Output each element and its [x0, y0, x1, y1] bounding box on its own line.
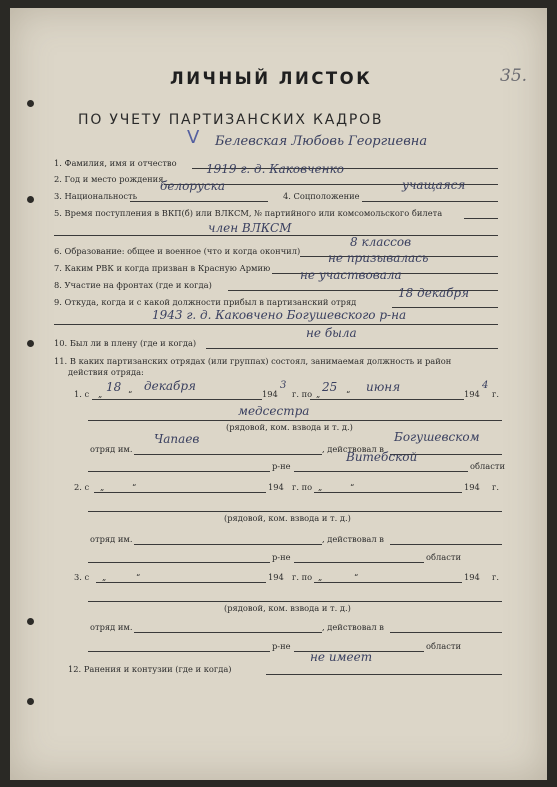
entry-3-num: 3. с — [74, 572, 90, 582]
entry-2-position-note: (рядовой, ком. взвода и т. д.) — [224, 513, 351, 523]
entry-2-to-year-prefix: 194 — [464, 482, 480, 492]
entry-2-to-line — [314, 492, 462, 493]
field-9-line-b — [54, 324, 498, 325]
field-5-line-a — [464, 218, 498, 219]
binder-hole-icon — [27, 340, 34, 347]
field-4-label: 4. Соцположение — [283, 191, 360, 201]
form-title: ЛИЧНЫЙ ЛИСТОК — [170, 69, 373, 88]
entry-1-to-day: 25 — [322, 380, 338, 394]
entry-1-from-year-prefix: 194 — [262, 389, 278, 399]
entry-1-otryad-label: отряд им. — [90, 444, 133, 454]
entry-2-g-end: г. — [492, 482, 499, 492]
entry-1-from-month: декабря — [144, 379, 196, 393]
field-12-line — [266, 674, 502, 675]
entry-3-rne-line — [88, 651, 270, 652]
entry-1-to-q-open: „ — [316, 389, 321, 399]
binder-hole-icon — [27, 196, 34, 203]
entry-2-from-line — [94, 492, 266, 493]
entry-1-to-line — [310, 399, 464, 400]
field-7-value: не призывалась — [328, 251, 429, 265]
field-1-label: 1. Фамилия, имя и отчество — [54, 158, 177, 168]
entry-3-position-line — [88, 601, 502, 602]
entry-3-otryad-label: отряд им. — [90, 622, 133, 632]
entry-3-otryad-line — [134, 632, 322, 633]
entry-1-q-open: „ — [98, 389, 103, 399]
entry-2-from-year-prefix: 194 — [268, 482, 284, 492]
entry-1-rne-label: р-не — [272, 461, 291, 471]
entry-3-oblast-label: области — [426, 641, 461, 651]
entry-1-to-year-prefix: 194 — [464, 389, 480, 399]
field-1-value: Белевская Любовь Георгиевна — [215, 134, 428, 149]
entry-2-num: 2. с — [74, 482, 90, 492]
entry-2-g-po: г. по — [292, 482, 313, 492]
entry-1-otryad-line — [134, 454, 322, 455]
entry-3-g-end: г. — [492, 572, 499, 582]
entry-1-to-month: июня — [366, 380, 401, 394]
entry-3-deistv-label: , действовал в — [322, 622, 384, 632]
entry-3-position-note: (рядовой, ком. взвода и т. д.) — [224, 603, 351, 613]
field-7-label: 7. Каким РВК и когда призван в Красную Армию — [54, 263, 271, 273]
entry-1-from-line — [92, 399, 262, 400]
entry-1-q-close: “ — [128, 389, 133, 399]
entry-2-q-open: „ — [100, 482, 105, 492]
field-11-label-1: 11. В каких партизанских отрядах (или группах) состоял, занимаемая должность и район — [54, 356, 452, 366]
binder-hole-icon — [27, 100, 34, 107]
entry-2-position-line — [88, 511, 502, 512]
entry-3-to-line — [314, 582, 462, 583]
entry-3-g-po: г. по — [292, 572, 313, 582]
field-5-value: член ВЛКСМ — [208, 221, 292, 235]
field-2-value: 1919 г. д. Каковченко — [206, 162, 344, 176]
entry-1-position-line — [88, 420, 502, 421]
entry-3-rne-label: р-не — [272, 641, 291, 651]
entry-1-g-end: г. — [492, 389, 499, 399]
field-3-label: 3. Национальность — [54, 191, 138, 201]
entry-2-to-q-close: “ — [350, 482, 355, 492]
field-2-label: 2. Год и место рождения — [54, 174, 164, 184]
entry-2-area-line — [390, 544, 502, 545]
field-6-label: 6. Образование: общее и военное (что и когда окончил) — [54, 246, 301, 256]
entry-3-to-q-close: “ — [354, 572, 359, 582]
binder-hole-icon — [27, 618, 34, 625]
document-sheet — [10, 8, 547, 780]
field-4-line — [362, 201, 498, 202]
field-10-label: 10. Был ли в плену (где и когда) — [54, 338, 197, 348]
entry-1-to-year-suffix: 4 — [482, 380, 489, 391]
entry-2-q-close: “ — [132, 482, 137, 492]
entry-1-rne-line — [88, 471, 270, 472]
entry-1-from-day: 18 — [106, 380, 122, 394]
field-11-label-2: действия отряда: — [68, 367, 144, 377]
field-9-value-1: 18 декабря — [398, 286, 470, 300]
entry-2-deistv-label: , действовал в — [322, 534, 384, 544]
entry-2-rne-line — [88, 562, 270, 563]
entry-2-to-q-open: „ — [318, 482, 323, 492]
entry-1-area: Богушевском — [394, 430, 480, 444]
field-10-line — [206, 348, 498, 349]
entry-1-position: медсестра — [238, 404, 310, 418]
field-3-value: белоруска — [160, 179, 225, 193]
entry-1-otryad: Чапаев — [154, 432, 200, 446]
entry-3-from-line — [96, 582, 266, 583]
field-4-value: учащаяся — [402, 178, 466, 192]
entry-2-rne-label: р-не — [272, 552, 291, 562]
field-12-label: 12. Ранения и контузии (где и когда) — [68, 664, 232, 674]
entry-1-to-q-close: “ — [346, 389, 351, 399]
field-5-label: 5. Время поступления в ВКП(б) или ВЛКСМ, № партийного или комсомольского билета — [54, 208, 443, 218]
entry-3-area-line — [390, 632, 502, 633]
entry-1-oblast-label: области — [470, 461, 505, 471]
entry-3-to-q-open: „ — [318, 572, 323, 582]
entry-1-num: 1. с — [74, 389, 90, 399]
binder-hole-icon — [27, 698, 34, 705]
field-9-value-2: 1943 г. д. Каковчено Богушевского р-на — [152, 308, 407, 322]
field-6-value: 8 классов — [350, 235, 412, 249]
entry-1-from-year-suffix: 3 — [280, 380, 287, 391]
entry-1-oblast-line — [294, 471, 468, 472]
field-9-label: 9. Откуда, когда и с какой должности прибыл в партизанский отряд — [54, 297, 357, 307]
field-12-value: не имеет — [310, 650, 373, 664]
entry-2-otryad-label: отряд им. — [90, 534, 133, 544]
entry-1-g-po: г. по — [292, 389, 313, 399]
entry-2-otryad-line — [134, 544, 322, 545]
entry-3-q-open: „ — [102, 572, 107, 582]
form-subtitle: ПО УЧЕТУ ПАРТИЗАНСКИХ КАДРОВ — [78, 112, 384, 128]
entry-2-oblast-line — [294, 562, 424, 563]
field-9-line-a — [392, 307, 498, 308]
field-10-value: не была — [306, 326, 357, 340]
check-mark-icon: V — [187, 127, 200, 148]
entry-3-from-year-prefix: 194 — [268, 572, 284, 582]
field-5-line-b — [54, 235, 498, 236]
field-8-label: 8. Участие на фронтах (где и когда) — [54, 280, 212, 290]
page-number: 35. — [500, 66, 528, 86]
field-3-line — [130, 201, 268, 202]
field-8-value: не участвовала — [300, 268, 402, 282]
entry-3-to-year-prefix: 194 — [464, 572, 480, 582]
entry-1-deistv-label: , действовал в — [322, 444, 384, 454]
entry-1-position-note: (рядовой, ком. взвода и т. д.) — [226, 422, 353, 432]
entry-3-q-close: “ — [136, 572, 141, 582]
entry-1-oblast: Витебской — [346, 450, 418, 464]
entry-2-oblast-label: области — [426, 552, 461, 562]
